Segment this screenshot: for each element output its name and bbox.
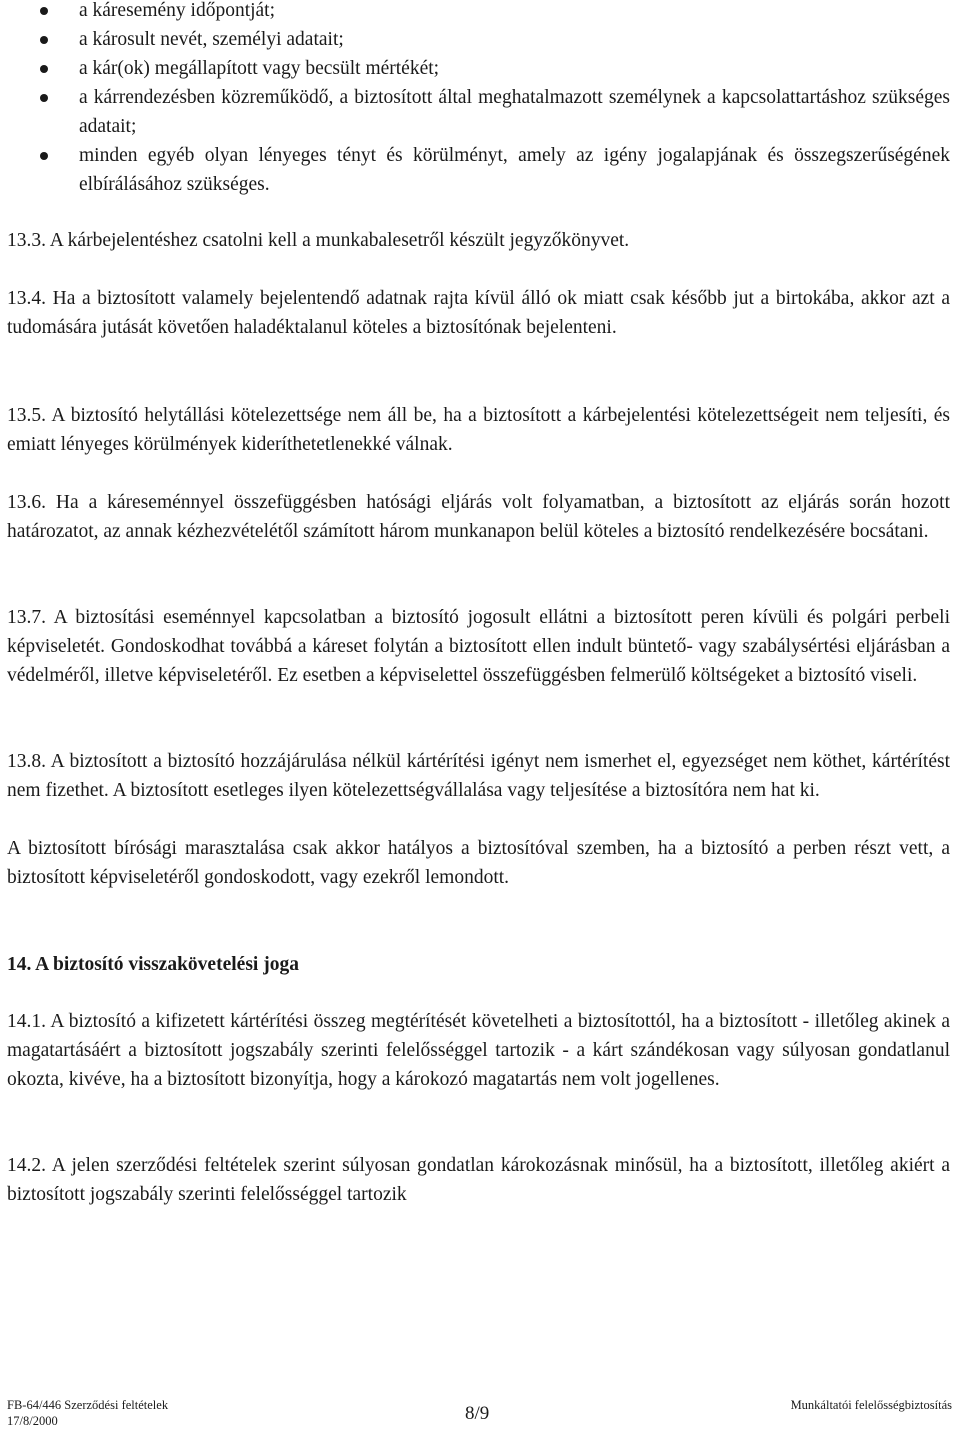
- bullet-icon: [40, 36, 48, 44]
- list-item: a káresemény időpontját;: [0, 0, 960, 25]
- section-13-5: 13.5. A biztosító helytállási kötelezettsége nem áll be, ha a biztosított a kárbejelentési kötelezettségeit nem teljesíti, és emiatt lényeges körülmények kideríthetetlenekké válnak.: [7, 405, 950, 455]
- section-13-7: 13.7. A biztosítási eseménnyel kapcsolatban a biztosító jogosult ellátni a biztosított peren kívüli és polgári perbeli képviseletét. Gondoskodhat továbbá a káreset folytán a biztosított ellen indult büntető- vagy szabálysértési eljárásban a védelméről, illetve képviseletéről. Ez esetben a képviselettel összefüggésben felmerülő költségeket a biztosító viseli.: [7, 607, 950, 686]
- bullet-icon: [40, 65, 48, 73]
- footer-date: 17/8/2000: [7, 1414, 58, 1428]
- footer-product: Munkáltatói felelősségbiztosítás: [790, 1398, 952, 1412]
- list-item: a kárrendezésben közreműködő, a biztosított által meghatalmazott személynek a kapcsolattartáshoz szükséges adatait;: [0, 83, 960, 141]
- page-number: 8/9: [465, 1403, 490, 1424]
- section-13-6: 13.6. Ha a káreseménnyel összefüggésben hatósági eljárás volt folyamatban, a biztosított az eljárás során hozott határozatot, az annak kézhezvételétől számított három munkanapon belül köteles a biztosító rendelkezésére bocsátani.: [7, 492, 950, 542]
- list-item: a károsult nevét, személyi adatait;: [0, 25, 960, 54]
- section-13-8: 13.8. A biztosított a biztosító hozzájárulása nélkül kártérítési igényt nem ismerhet el, egyezséget nem köthet, kártérítést nem fizethet. A biztosított esetleges ilyen kötelezettségvállalása vagy teljesítése a biztosítóra nem hat ki.: [7, 751, 950, 801]
- list-item: minden egyéb olyan lényeges tényt és körülményt, amely az igény jogalapjának és összegszerűségének elbírálásához szükséges.: [0, 141, 960, 199]
- section-14-2: 14.2. A jelen szerződési feltételek szerint súlyosan gondatlan károkozásnak minősül, ha a biztosított, illetőleg akiért a biztosított jogszabály szerinti felelősséggel tartozik: [7, 1155, 950, 1205]
- section-14-1: 14.1. A biztosító a kifizetett kártérítési összeg megtérítését követelheti a biztosítottól, ha a biztosított - illetőleg akinek a magatartásáért a biztosított jogszabály szerinti felelősséggel tartozik - a kárt szándékosan vagy súlyosan gondatlanul okozta, kivéve, ha a biztosított bizonyítja, hogy a károkozó magatartás nem volt jogellenes.: [7, 1011, 950, 1090]
- bullet-icon: [40, 94, 48, 102]
- bullet-icon: [40, 7, 48, 15]
- footer-doc-id: FB-64/446 Szerződési feltételek: [7, 1398, 169, 1412]
- section-13-3: 13.3. A kárbejelentéshez csatolni kell a munkabalesetről készült jegyzőkönyvet.: [7, 230, 630, 251]
- list-item: a kár(ok) megállapított vagy becsült mértékét;: [0, 54, 960, 83]
- section-13-8-continued: A biztosított bírósági marasztalása csak akkor hatályos a biztosítóval szemben, ha a biztosító a perben részt vett, a biztosított képviseletéről gondoskodott, vagy ezekről lemondott.: [7, 838, 950, 888]
- bullet-icon: [40, 152, 48, 160]
- bullet-list: [0, 0, 960, 199]
- section-14-heading: 14. A biztosító visszakövetelési joga: [7, 954, 299, 975]
- section-13-4: 13.4. Ha a biztosított valamely bejelentendő adatnak rajta kívül álló ok miatt csak később jut a birtokába, akkor azt a tudomására jutását követően haladéktalanul köteles a biztosítónak bejelenteni.: [7, 288, 950, 338]
